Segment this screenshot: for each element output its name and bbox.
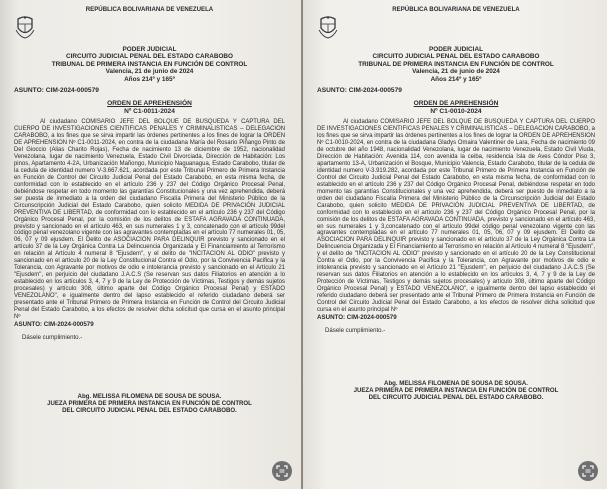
coat-of-arms-icon — [14, 15, 36, 39]
order-body-text: Al ciudadano COMISARIO JEFE DEL BOLQUE DE BUSQUEDA Y CAPTURA DEL CUERPO DE INVESTIGACIONES CIENTIFICAS PENALES Y CRIMINALISTICAS – DELEGACION CARABOBO, a los fines que se sirva impartir las órdenes pertinentes a los fines de lograr la ORDEN DE APREHENSION Nº C1-0010-2024, en contra de la ciudadana Gladys Omaira Valentiner de Lara, Fecha de nacimiento 09 de octubre del año 1948, nacionalidad Venezolana, lugar de nacimiento Venezuela, Estado Civil Viuda, Dirección de Habitación: Avenida 114, con avenida la ceiba, residencia Isla de Aves Cóndor Piso 3, apartamento 13-A, Urbanización el Bosque, Municipio Valencia, Estado Carabobo, titular de la cedula de identidad numero V-3.919.282, acordada por este Tribunal Primero de Primera Instancia en Función de Control del Circuito Judicial Penal del Estado Carabobo, en esta misma fecha, de conformidad con lo establecido en el artículo 236 y 237 del Código Orgánico Procesal Penal, debiéndose respetar en todo momento las garantías Constitucionales y una vez aprehendida, deberá ser puesto de inmediato a la orden del ciudadano Fiscalía Primera del Ministerio Público de la Circunscripción Judicial del Estado Carabobo, quien solicito MEDIDA DE PRIVACIÓN JUDICIAL PREVENTIVA DE LIBERTAD, de conformidad con lo establecido en el artículo 236 y 237 del Código Orgánico Procesal Penal, por la comisión de los delitos de ESTAFA AGRAVADA CONTINUADA, previsto y sancionado en el artículo 463, en sus numerales 1 y 3,concatenado con el artículo 99del código penal venezolano vigente con las agravantes contempladas en el artículo 77 numerales 01, 05, 06, 07 y 09 ejusdem. El Delito de ASOCIACION PARA DELINQUIR previsto y sancionado en el artículo 37 de la Ley Orgánica Contra La Delincuencia Organizada y El Financiamiento al Terrorismo en relación al Artículo 4 numeral 8 "Ejusdem", y el delito de "INCITACION AL ODIO" previsto y sancionado en el artículo 20 de la Ley Constitucional Contra el Odio, por la Convivencia Pacifica y la Tolerancia, con Agravante por motivos de odio e intolerancia previsto y sancionado en el Artículo 21 "Ejusdem", en perjuicio del ciudadano J.A.C.S (Se reservan sus datos Filiatorios en atención a lo establecido en los artículos 3, 4, 7 y 9 de la Ley de Protección de Víctimas, Testigos y demás sujetos procesales) y artículo 308, último aparte del Código Orgánico Procesal Penal) y ESTADO VENEZOLANO", e igualmente dentro del lapso establecido el referido ciudadano deberá ser presentado ante el Tribunal Primero de Primera Instancia en Función de Control del Circuito Judicial Penal del Estado Carabobo, a los efectos de resolver dicha solicitud que cursa en el asunto principal Nº — [317, 119, 595, 313]
document-page-right — [303, 0, 607, 489]
scan-document-button[interactable] — [272, 461, 292, 481]
order-heading — [14, 100, 285, 115]
order-number: Nº C1-0011-2024 — [124, 107, 175, 115]
order-heading — [317, 100, 595, 115]
order-body — [14, 119, 285, 321]
court-header: PODER JUDICIAL CIRCUITO JUDICIAL PENAL DEL ESTADO CARABOBO TRIBUNAL DE PRIMERA INSTANCIA EN FUNCIÓN DE CONTROL Valencia, 21 de junio de 2024 Años 214º y 165º — [358, 46, 554, 83]
case-number-footer: ASUNTO: CIM-2024-000579 — [317, 313, 397, 321]
scan-document-icon — [582, 465, 594, 477]
order-number: Nº C1-0010-2024 — [430, 107, 482, 115]
signature-block: Abg. MELISSA FILOMENA DE SOUSA DE SOUSA. JUEZA PRIMERA DE PRIMERA INSTANCIA EN FUNCIÓN DE CONTROL DEL CIRCUITO JUDICIAL PENAL DEL ESTADO CARABOBO. — [47, 392, 252, 415]
coat-of-arms-icon — [317, 15, 339, 39]
case-number: ASUNTO: CIM-2024-000579 — [317, 87, 402, 95]
order-title: ORDEN DE APREHENSIÓN — [107, 100, 192, 108]
order-title: ORDEN DE APREHENSIÓN — [413, 100, 499, 108]
signature-block: Abg. MELISSA FILOMENA DE SOUSA DE SOUSA. JUEZA PRIMERA DE PRIMERA INSTANCIA EN FUNCIÓN DE CONTROL DEL CIRCUITO JUDICIAL PENAL DEL ESTADO CARABOBO. — [353, 379, 559, 402]
case-number: ASUNTO: CIM-2024-000579 — [14, 87, 99, 95]
document-page-left — [0, 0, 301, 489]
order-body — [317, 119, 595, 314]
closing-line: Dásele cumplimiento.- — [325, 326, 386, 334]
republic-header: REPÚBLICA BOLIVARIANA DE VENEZUELA — [392, 6, 520, 13]
court-header: PODER JUDICIAL CIRCUITO JUDICIAL PENAL DEL ESTADO CARABOBO TRIBUNAL DE PRIMERA INSTANCIA EN FUNCIÓN DE CONTROL Valencia, 21 de junio de 2024 Años 214º y 165º — [51, 46, 248, 83]
scan-document-icon — [276, 465, 288, 477]
scan-document-button[interactable] — [578, 461, 598, 481]
closing-line: Dásele cumplimiento.- — [22, 333, 83, 341]
case-number-footer: ASUNTO: CIM-2024-000579 — [14, 320, 94, 328]
order-body-text: Al ciudadano COMISARIO JEFE DEL BOLQUE DE BUSQUEDA Y CAPTURA DEL CUERPO DE INVESTIGACIONES CIENTIFICAS PENALES Y CRIMINALISTICAS – DELEGACION CARABOBO, a los fines que se sirva impartir las órdenes pertinentes a los fines de lograr la ORDEN DE APREHENSION Nº C1-0011-2024, en contra de la ciudadana María del Rosario Piñango Pinto de Del Gioccio (Alias Charito Rojas), Fecha de nacimiento 13 de diciembre de 1952, nacionalidad Venezolana, lugar de nacimiento Venezuela, Estado Civil Divorciada, Dirección de Habitación: Los pinos, Apartamento 4-2A, Urbanización Mañongo, Municipio Naguanagua, Estado Carabobo, titular de la cedula de identidad numero V-3.667.621, acordada por este Tribunal Primero de Primera Instancia en Función de Control del Circuito Judicial Penal del Estado Carabobo, en esta misma fecha, de conformidad con lo establecido en el artículo 236 y 237 del Código Orgánico Procesal Penal, debiéndose respetar en todo momento las garantías Constitucionales y una vez aprehendida, deberá ser puesta de inmediato a la orden del ciudadano Fiscalía Primera del Ministerio Público de la Circunscripción Judicial del Estado Carabobo, quien solicito MEDIDA DE PRIVACIÓN JUDICIAL PREVENTIVA DE LIBERTAD, de conformidad con lo establecido en el artículo 236 y 237 del Código Orgánico Procesal Penal, por la comisión de los delitos de ESTAFA AGRAVADA CONTINUADA, previsto y sancionado en el artículo 463, en sus numerales 1 y 3, concatenado con el artículo 99del código penal venezolano vigente con las agravantes contempladas en el artículo 77 numerales 01, 05, 06, 07 y 09 ejusdem. El Delito de ASOCIACION PARA DELINQUIR previsto y sancionado en el artículo 37 de la Ley Orgánica Contra La Delincuencia Organizada y El Financiamiento al Terrorismo en relación al Artículo 4 numeral 8 "Ejusdem", y el delito de "INCITACION AL ODIO" previsto y sancionado en el artículo 20 de la Ley Constitucional Contra el Odio, por la Convivencia Pacifica y la Tolerancia, con Agravante por motivos de odio e intolerancia previsto y sancionado en el Artículo 21 "Ejusdem", en perjuicio del ciudadano J.A.C.S (Se reservan sus datos Filiatorios en atención a lo establecido en los artículos 3, 4, 7 y 9 de la Ley de Protección de Víctimas, Testigos y demás sujetos procesales) y artículo 308, último aparte del Código Orgánico Procesal Penal) y ESTADO VENEZOLANO", e igualmente dentro del lapso establecido el referido ciudadano deberá ser presentado ante el Tribunal Primero de Primera Instancia en Función de Control del Circuito Judicial Penal del Estado Carabobo, a los efectos de resolver dicha solicitud que cursa en el asunto principal Nº — [14, 119, 285, 320]
republic-header: REPÚBLICA BOLIVARIANA DE VENEZUELA — [85, 6, 214, 13]
